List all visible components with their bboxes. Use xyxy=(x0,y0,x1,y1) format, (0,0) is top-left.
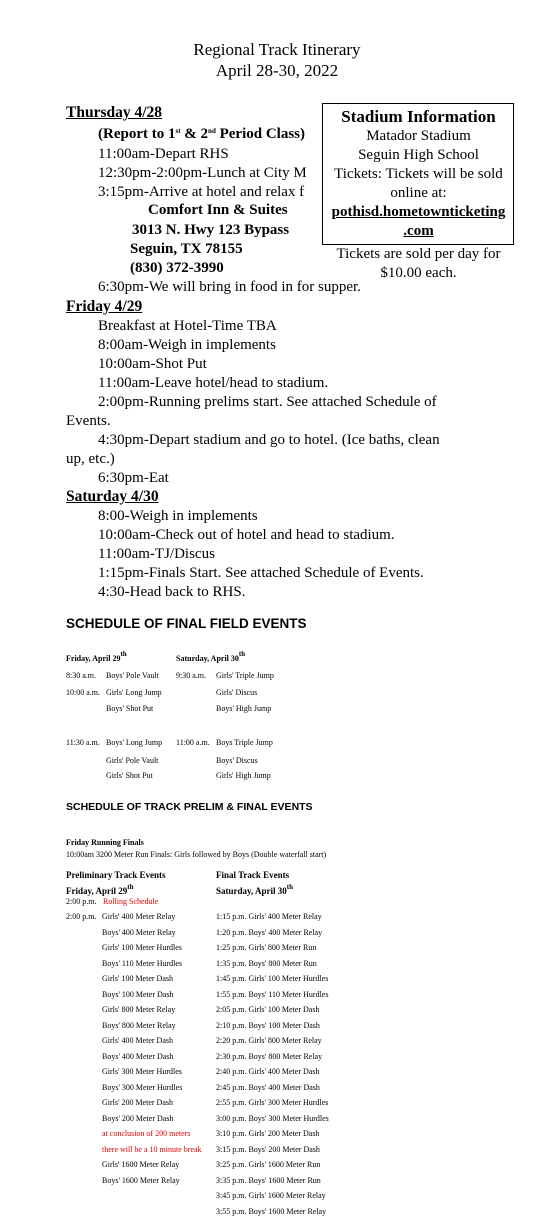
field-event: Girls' High Jump xyxy=(216,771,271,780)
thursday-supper: 6:30pm-We will bring in food in for supper. xyxy=(98,279,361,295)
stadium-line: online at: xyxy=(390,185,447,201)
hotel-phone: (830) 372-3990 xyxy=(130,260,224,276)
break-note: at conclusion of 200 meters xyxy=(102,1129,191,1138)
hotel-address: 3013 N. Hwy 123 Bypass xyxy=(132,222,290,238)
thursday-item: 3:15pm-Arrive at hotel and relax f xyxy=(98,184,305,200)
field-event: Boys' Pole Vault xyxy=(106,671,159,680)
stadium-line: Matador Stadium xyxy=(366,128,471,144)
friday-item: 4:30pm-Depart stadium and go to hotel. (Ice baths, clean xyxy=(98,432,440,448)
finals-heading xyxy=(216,869,293,897)
rolling-time: 2:00 p.m. xyxy=(66,897,97,906)
prelim-event: Boys' 400 Meter Relay xyxy=(102,927,176,937)
prelim-heading xyxy=(66,869,166,897)
field-event: Girls' Shot Put xyxy=(106,771,153,780)
field-saturday-heading: Saturday, April 30th xyxy=(176,650,246,663)
friday-item: up, etc.) xyxy=(66,451,115,467)
field-event: Girls' Triple Jump xyxy=(216,671,274,680)
friday-item: 10:00am-Shot Put xyxy=(98,356,207,372)
final-event: 3:55 p.m. Boys' 1600 Meter Relay xyxy=(216,1206,327,1216)
ticket-price xyxy=(322,245,515,283)
saturday-item: 10:00am-Check out of hotel and head to stadium. xyxy=(98,527,395,543)
field-event: Girls' Long Jump xyxy=(106,688,162,697)
prelim-event: Girls' 800 Meter Relay xyxy=(102,1005,176,1014)
saturday-item: 8:00-Weigh in implements xyxy=(98,508,258,524)
prelim-event: Boys' 800 Meter Relay xyxy=(102,1020,176,1030)
prelim-start-time: 2:00 p.m. xyxy=(66,912,97,921)
prelim-event: Girls' 200 Meter Dash xyxy=(102,1098,173,1107)
final-event: 2:30 p.m. Boys' 800 Meter Relay xyxy=(216,1051,323,1061)
thursday-item: 12:30pm-2:00pm-Lunch at City M xyxy=(98,165,307,181)
finals-heading-date: Saturday, April 30th xyxy=(216,883,293,896)
field-event: Boys' Shot Put xyxy=(106,704,154,713)
final-event: 2:20 p.m. Girls' 800 Meter Relay xyxy=(216,1036,322,1045)
friday-heading: Friday 4/29 xyxy=(66,298,143,315)
field-event: Boys' Discus xyxy=(216,756,258,765)
field-time: 10:00 a.m. xyxy=(66,688,100,697)
final-event: 3:45 p.m. Girls' 1600 Meter Relay xyxy=(216,1191,326,1200)
prelim-event: Girls' 100 Meter Hurdles xyxy=(102,943,182,952)
ticket-price-line: $10.00 each. xyxy=(380,265,457,281)
prelim-event: Boys' 400 Meter Dash xyxy=(102,1051,174,1061)
prelim-event: Boys' 300 Meter Hurdles xyxy=(102,1082,183,1092)
stadium-info xyxy=(322,106,515,241)
field-event: Boys' Long Jump xyxy=(106,738,163,747)
saturday-item: 11:00am-TJ/Discus xyxy=(98,546,215,562)
field-event: Boys Triple Jump xyxy=(216,738,273,747)
prelim-event: Boys' 110 Meter Hurdles xyxy=(102,958,183,968)
stadium-heading: Stadium Information xyxy=(341,107,496,126)
final-event: 2:40 p.m. Girls' 400 Meter Dash xyxy=(216,1067,320,1076)
prelim-event: Girls' 400 Meter Dash xyxy=(102,1036,173,1045)
field-time: 9:30 a.m. xyxy=(176,671,206,680)
break-note: there will be a 10 minute break xyxy=(102,1144,202,1154)
stadium-line: Tickets: Tickets will be sold xyxy=(334,166,503,182)
friday-finals-heading: Friday Running Finals xyxy=(66,838,144,847)
title-line-2: April 28-30, 2022 xyxy=(215,61,339,80)
field-friday-heading: Friday, April 29th xyxy=(66,650,127,663)
field-time: 11:00 a.m. xyxy=(176,738,210,747)
prelim-event: Girls' 400 Meter Relay xyxy=(102,912,176,921)
friday-item: 2:00pm-Running prelims start. See attached Schedule of xyxy=(98,394,437,410)
prelim-heading-line: Preliminary Track Events xyxy=(66,870,166,880)
saturday-heading: Saturday 4/30 xyxy=(66,488,159,505)
prelim-heading-date: Friday, April 29th xyxy=(66,883,134,896)
friday-item: 11:00am-Leave hotel/head to stadium. xyxy=(98,375,329,391)
final-event: 1:45 p.m. Girls' 100 Meter Hurdles xyxy=(216,974,329,983)
field-event: Boys' High Jump xyxy=(216,704,272,713)
final-event: 3:35 p.m. Boys' 1600 Meter Run xyxy=(216,1175,321,1185)
track-events-heading: SCHEDULE OF TRACK PRELIM & FINAL EVENTS xyxy=(66,801,313,813)
final-event: 1:20 p.m. Boys' 400 Meter Relay xyxy=(216,927,323,937)
ticket-link-suffix[interactable]: .com xyxy=(403,223,434,239)
field-time: 8:30 a.m. xyxy=(66,671,96,680)
hotel-name: Comfort Inn & Suites xyxy=(148,202,288,218)
prelim-event: Boys' 200 Meter Dash xyxy=(102,1113,174,1123)
ticket-link[interactable]: pothisd.hometownticketing xyxy=(331,204,506,220)
hotel-city: Seguin, TX 78155 xyxy=(130,241,243,257)
friday-finals-line: 10:00am 3200 Meter Run Finals: Girls followed by Boys (Double waterfall start) xyxy=(66,850,327,859)
final-event: 2:05 p.m. Girls' 100 Meter Dash xyxy=(216,1005,320,1014)
field-events-heading: SCHEDULE OF FINAL FIELD EVENTS xyxy=(66,616,307,631)
prelim-event: Boys' 100 Meter Dash xyxy=(102,989,174,999)
ticket-price-line: Tickets are sold per day for xyxy=(336,246,501,262)
prelim-event: Girls' 100 Meter Dash xyxy=(102,974,173,983)
prelim-event: Boys' 1600 Meter Relay xyxy=(102,1175,180,1185)
final-event: 1:35 p.m. Boys' 800 Meter Run xyxy=(216,958,317,968)
final-event: 3:10 p.m. Girls' 200 Meter Dash xyxy=(216,1129,320,1138)
final-event: 2:10 p.m. Boys' 100 Meter Dash xyxy=(216,1020,320,1030)
thursday-item: 11:00am-Depart RHS xyxy=(98,146,229,162)
prelim-event: Girls' 1600 Meter Relay xyxy=(102,1160,180,1169)
saturday-item: 1:15pm-Finals Start. See attached Schedule of Events. xyxy=(98,565,424,581)
friday-item: Events. xyxy=(66,413,111,429)
final-event: 2:45 p.m. Boys' 400 Meter Dash xyxy=(216,1082,320,1092)
stadium-line: Seguin High School xyxy=(358,147,479,163)
final-event: 1:25 p.m. Girls' 800 Meter Run xyxy=(216,943,317,952)
final-event: 3:25 p.m. Girls' 1600 Meter Run xyxy=(216,1160,321,1169)
thursday-report-note: (Report to 1st & 2nd Period Class) xyxy=(98,126,306,142)
rolling-schedule-note: Rolling Schedule xyxy=(103,897,159,906)
saturday-item: 4:30-Head back to RHS. xyxy=(98,584,246,600)
final-event: 3:00 p.m. Boys' 300 Meter Hurdles xyxy=(216,1113,329,1123)
thursday-heading: Thursday 4/28 xyxy=(66,104,163,121)
final-event: 1:15 p.m. Girls' 400 Meter Relay xyxy=(216,912,322,921)
field-event: Girls' Pole Vault xyxy=(106,756,159,765)
friday-item: 6:30pm-Eat xyxy=(98,470,169,486)
final-event: 2:55 p.m. Girls' 300 Meter Hurdles xyxy=(216,1098,329,1107)
finals-heading-line: Final Track Events xyxy=(216,870,290,880)
page-title xyxy=(0,40,554,81)
final-event: 3:15 p.m. Boys' 200 Meter Dash xyxy=(216,1144,320,1154)
title-line-1: Regional Track Itinerary xyxy=(193,40,361,59)
field-event: Girls' Discus xyxy=(216,688,258,697)
friday-item: Breakfast at Hotel-Time TBA xyxy=(98,318,277,334)
field-time: 11:30 a.m. xyxy=(66,738,100,747)
final-event: 1:55 p.m. Boys' 110 Meter Hurdles xyxy=(216,989,329,999)
prelim-event: Girls' 300 Meter Hurdles xyxy=(102,1067,182,1076)
friday-item: 8:00am-Weigh in implements xyxy=(98,337,276,353)
